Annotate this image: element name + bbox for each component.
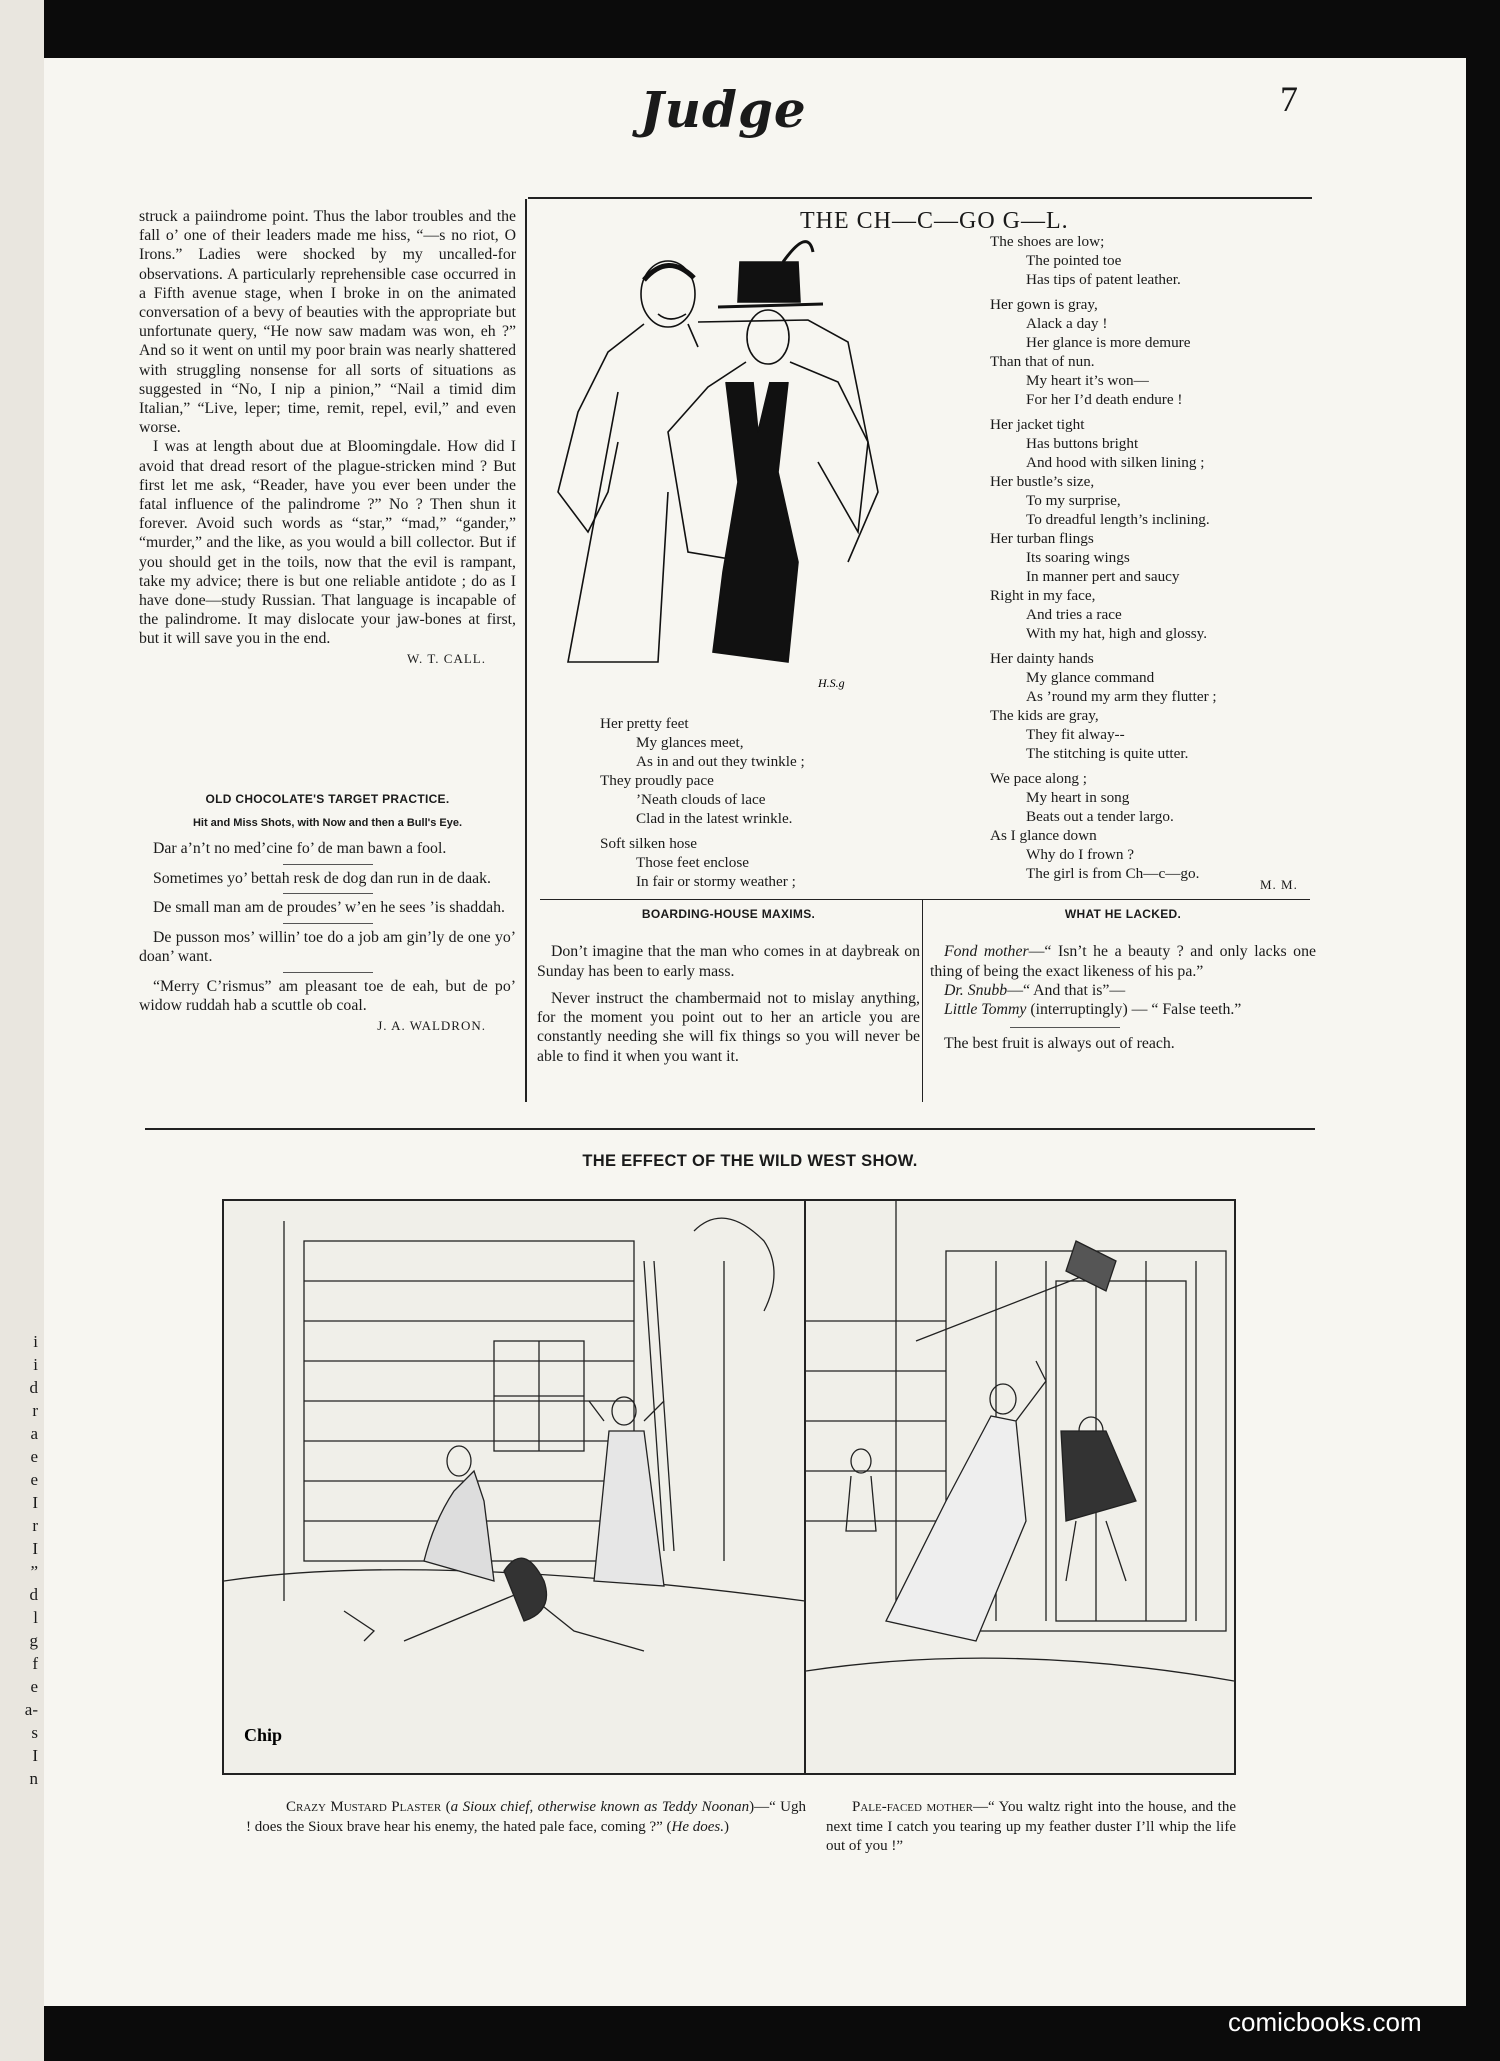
cartoon-signature: Chip <box>244 1725 283 1745</box>
maxim: Don’t imagine that the man who comes in at daybreak on Sunday has been to early mass. <box>537 943 920 980</box>
chocolate-saying: De small man am de proudes’ w’en he sees ’is shaddah. <box>153 899 505 916</box>
chocolate-author: J. A. WALDRON. <box>377 1017 486 1033</box>
gutter-letter: r <box>32 1401 38 1420</box>
maxim: Never instruct the chambermaid not to mislay anything, for the moment you point out to her an article you are constantly needing she will fix things so you will never be able to find it when you want it. <box>537 989 920 1065</box>
chocolate-subtitle: Hit and Miss Shots, with Now and then a Bull's Eye. <box>192 816 463 829</box>
poem-line: My heart in song <box>1026 789 1130 806</box>
poem-stanza <box>990 232 1217 289</box>
article-author: W. T. CALL. <box>406 650 486 666</box>
gutter-letter: e <box>30 1470 38 1489</box>
poem-line: Clad in the latest wrinkle. <box>636 810 793 827</box>
poem-stanza <box>990 415 1217 643</box>
poem-line: The girl is from Ch—c—go. <box>1026 865 1200 882</box>
gutter-letter: d <box>29 1378 38 1397</box>
poem-line: Her jacket tight <box>990 416 1085 433</box>
wild-west-title: THE EFFECT OF THE WILD WEST SHOW. <box>582 1152 918 1170</box>
divider <box>283 864 373 865</box>
poem-line: In manner pert and saucy <box>1026 568 1180 585</box>
poem-line: Than that of nun. <box>990 353 1095 370</box>
poem-line: And hood with silken lining ; <box>1026 454 1205 471</box>
poem-line: As ’round my arm they flutter ; <box>1026 688 1217 705</box>
header-rule <box>528 197 1312 199</box>
closing-line: The best fruit is always out of reach. <box>944 1035 1175 1053</box>
caption-left-name: Crazy Mustard Plaster <box>286 1799 442 1815</box>
poem-stanza <box>600 834 805 891</box>
article-paragraph: I was at length about due at Bloomingdale. How did I avoid that dread resort of the plague-stricken mind ? But first let me ask, “Reader, have you ever been under the fatal influence of the palindrome ?” No ? Then shun it forever. Avoid such words as “star,” “mad,” “gander,” “murder,” and the like, as you would a bill collector. But if you should get in the toils, now that the evil is rampant, take my advice; there is but one reliable antidote ; do as I have done—study Russian. That language is incapable of the palindrome. It may dislocate your jaw-bones at first, but it will save you in the end. <box>139 438 516 648</box>
poem-line: Those feet enclose <box>636 854 750 871</box>
poem-right-column <box>990 232 1217 889</box>
poem-line: To my surprise, <box>1026 492 1121 509</box>
poem-line: In fair or stormy weather ; <box>636 873 796 890</box>
chocolate-saying: Dar a’n’t no med’cine fo’ de man bawn a fool. <box>153 840 447 857</box>
divider <box>283 923 373 924</box>
poem-line: Her glance is more demure <box>1026 334 1191 351</box>
gutter-letter: I <box>32 1539 38 1558</box>
gutter-letter: l <box>33 1608 38 1627</box>
poem-line: As I glance down <box>990 827 1097 844</box>
tommy-line: (interruptingly) — “ False teeth.” <box>1026 1001 1242 1019</box>
what-he-lacked-section <box>930 905 1316 1054</box>
poem-line: Alack a day ! <box>1026 315 1108 332</box>
caption-left-italic: a Sioux chief, otherwise known as Teddy Noonan <box>450 1799 750 1815</box>
poem-line: Soft silken hose <box>600 835 698 852</box>
poem-bottom-rule <box>540 899 1310 900</box>
gutter-letter: s <box>31 1723 38 1742</box>
speaker-mother: Fond mother <box>944 943 1029 961</box>
divider <box>283 972 373 973</box>
poem-line: We pace along ; <box>990 770 1088 787</box>
gutter-letter: i <box>33 1332 38 1351</box>
speaker-doctor: Dr. Snubb <box>944 981 1008 999</box>
poem-stanza <box>990 769 1217 883</box>
chocolate-saying: De pusson mos’ willin’ toe do a job am gin’ly de one yo’ doan’ want. <box>139 928 516 965</box>
gutter-letter: g <box>29 1631 38 1650</box>
watermark: comicbooks.com <box>1228 2007 1422 2037</box>
gutter-letter: i <box>33 1355 38 1374</box>
poem-stanza <box>990 649 1217 763</box>
poem-line: ’Neath clouds of lace <box>636 791 766 808</box>
poem-line: Her gown is gray, <box>990 296 1098 313</box>
poem-line: Her dainty hands <box>990 650 1094 667</box>
mother-line: —“ Isn’t he a beauty ? and only lacks one thing of being the exact likeness of his pa.” <box>930 943 1316 980</box>
masthead-logo: Judge <box>640 80 807 139</box>
poem-line: Her turban flings <box>990 530 1094 547</box>
gutter-letter: I <box>32 1493 38 1512</box>
speaker-tommy: Little Tommy <box>944 1001 1027 1019</box>
poem-line: My glances meet, <box>636 734 744 751</box>
poem-line: With my hat, high and glossy. <box>1026 625 1208 642</box>
poem-left-column <box>600 714 805 897</box>
adjacent-page-strip <box>0 0 44 2061</box>
poem-line: My heart it’s won— <box>1026 372 1149 389</box>
column-rule-1 <box>525 199 527 1102</box>
poem-line: The kids are gray, <box>990 707 1099 724</box>
caption-right-speech: —“ You waltz right into the house, and the next time I catch you tearing up my feather duster I’ll whip the life out of you !” <box>826 1799 1236 1854</box>
chocolate-section <box>139 790 516 1035</box>
gutter-letter: e <box>30 1677 38 1696</box>
poem-author: M. M. <box>1260 877 1298 892</box>
caption-left: Crazy Mustard Plaster (a Sioux chief, otherwise known as Teddy Noonan)—“ Ugh ! does the Sioux brave hear his enemy, the hated pale face, coming ?” (He does.) <box>246 1799 807 1835</box>
poem-line: And tries a race <box>1026 606 1122 623</box>
poem-line: The stitching is quite utter. <box>1026 745 1189 762</box>
divider <box>283 893 373 894</box>
street-scene-illustration <box>224 1201 805 1773</box>
poem-line: Has tips of patent leather. <box>1026 271 1181 288</box>
gutter-letter: ” <box>30 1562 38 1581</box>
poem-line: Right in my face, <box>990 587 1096 604</box>
caption-right-name: Pale-faced mother <box>852 1799 973 1815</box>
caption-right <box>826 1798 1236 1857</box>
poem-line: For her I’d death endure ! <box>1026 391 1183 408</box>
chocolate-saying: “Merry C’rismus” am pleasant toe de eah, but de po’ widow ruddah hab a scuttle ob coal. <box>139 977 516 1014</box>
caption-left-speech: —“ Ugh ! does the Sioux brave hear his enemy, the hated pale face, coming ?” <box>246 1799 807 1835</box>
boarding-house-section <box>537 905 920 1074</box>
cartoon-panel-left <box>222 1199 807 1775</box>
gutter-letter: n <box>29 1769 38 1788</box>
poem-line: Her bustle’s size, <box>990 473 1095 490</box>
poem-stanza <box>600 714 805 828</box>
caption-left-end: He does. <box>671 1818 725 1835</box>
doctor-line: —“ And that is”— <box>1007 981 1126 999</box>
poem-line: To dreadful length’s inclining. <box>1026 511 1210 528</box>
gutter-letter: I <box>32 1746 38 1765</box>
column-rule-2 <box>922 900 923 1102</box>
poem-stanza <box>990 295 1217 409</box>
gutter-letter: e <box>30 1447 38 1466</box>
section-rule <box>145 1128 1315 1130</box>
palindrome-article <box>139 207 516 668</box>
poem-line: Beats out a tender largo. <box>1026 808 1174 825</box>
divider <box>1010 1027 1120 1028</box>
chocolate-saying: Sometimes yo’ bettah resk de dog dan run in de daak. <box>153 869 491 887</box>
poem-line: The pointed toe <box>1026 252 1122 269</box>
gutter-letter: d <box>29 1585 38 1604</box>
boarding-title: BOARDING-HOUSE MAXIMS. <box>641 907 816 921</box>
poem-line: The shoes are low; <box>990 233 1105 250</box>
gutter-letter: a- <box>24 1700 38 1719</box>
adjacent-page-letters <box>4 1330 38 1790</box>
chocolate-title: OLD CHOCOLATE'S TARGET PRACTICE. <box>205 792 450 806</box>
poem-line: Its soaring wings <box>1026 549 1130 566</box>
poem-line: As in and out they twinkle ; <box>636 753 805 770</box>
poem-line: Has buttons bright <box>1026 435 1139 452</box>
poem-line: Her pretty feet <box>600 715 689 732</box>
lacked-title: WHAT HE LACKED. <box>1064 907 1182 921</box>
poem-title: THE CH—C—GO G—L. <box>800 208 1069 234</box>
poem-line: Why do I frown ? <box>1026 846 1134 863</box>
poem-line: My glance command <box>1026 669 1155 686</box>
poem-line: They fit alway-- <box>1026 726 1125 743</box>
cartoon-panel-right <box>804 1199 1236 1775</box>
gutter-letter: r <box>32 1516 38 1535</box>
gutter-letter: f <box>32 1654 38 1673</box>
illustration-signature: H.S.g <box>818 676 845 690</box>
page-number: 7 <box>1280 79 1298 119</box>
article-paragraph: struck a paiindrome point. Thus the labor troubles and the fall o’ one of their leaders made me hiss, “—s no riot, O Irons.” Ladies were shocked by my uncalled-for observations. A particularly reprehensible case occurred in a Fifth avenue stage, when I broke in on the animated conversation of a bevy of beauties with the appropriate but unfortunate query, “He now saw madam was won, eh ?” And so it went on until my poor brain was nearly shattered with struggling nonsense for all sorts of situations as suggested in “No, I nip a pinion,” “Nail a timid dim Italian,” “Live, leper; time, remit, repel, evil,” and even worse. <box>139 208 516 437</box>
couple-illustration <box>548 232 908 702</box>
poem-line: They proudly pace <box>600 772 714 789</box>
mother-broom-illustration <box>806 1201 1234 1773</box>
gutter-letter: a <box>30 1424 38 1443</box>
